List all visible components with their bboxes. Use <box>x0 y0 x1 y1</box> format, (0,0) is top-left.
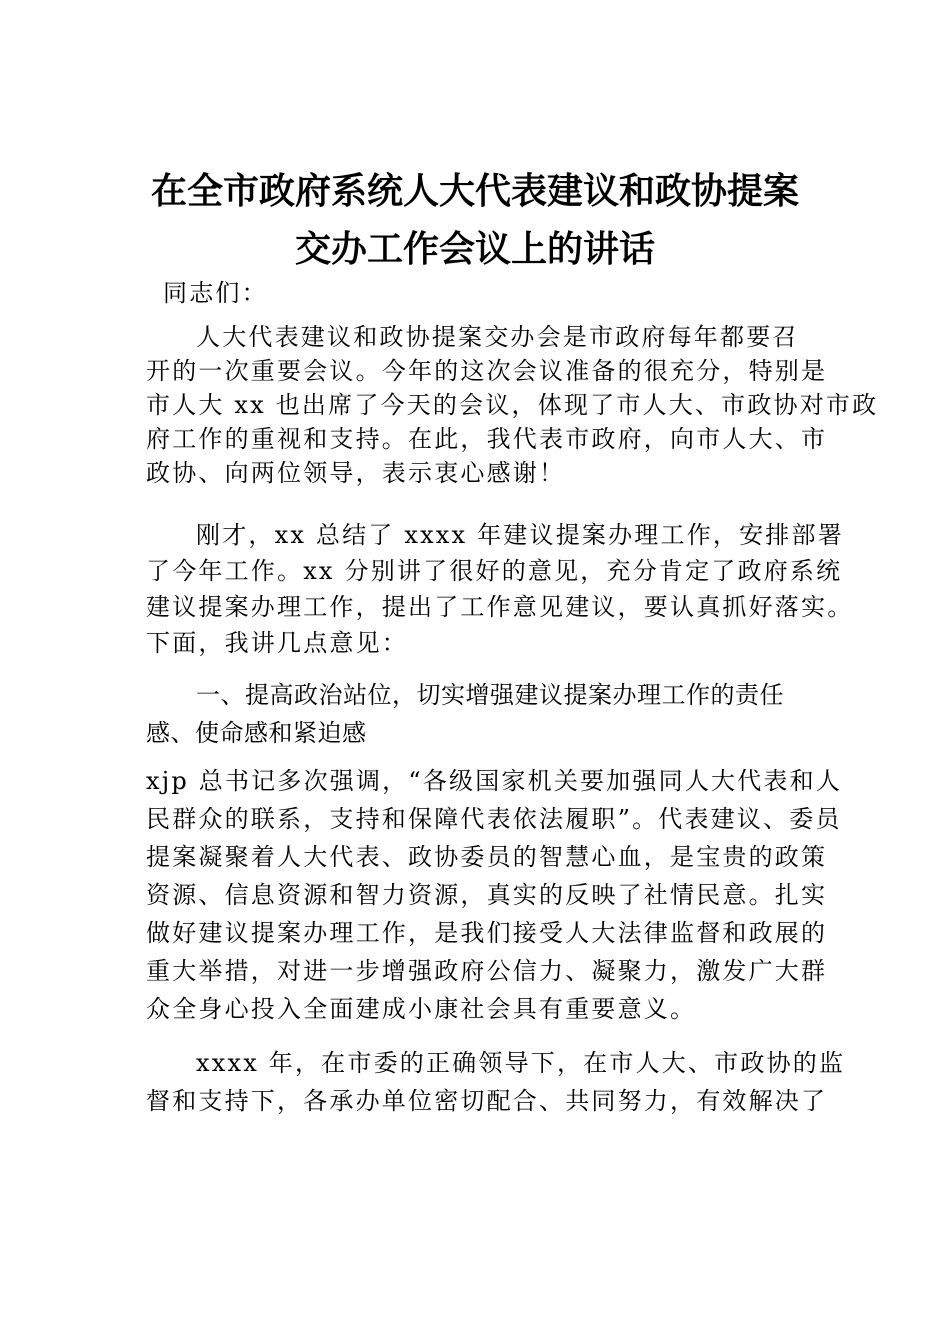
paragraph-line: 人大代表建议和政协提案交办会是市政府每年都要召 <box>196 323 799 351</box>
paragraph-line: 做好建议提案办理工作，是我们接受人大法律监督和政展的 <box>146 919 828 947</box>
title-line-2: 交办工作会议上的讲话 <box>294 229 655 270</box>
paragraph-line: 督和支持下，各承办单位密切配合、共同努力，有效解决了 <box>146 1087 828 1115</box>
paragraph-line: 刚才，xx 总结了 xxxx 年建议提案办理工作，安排部署 <box>196 521 844 549</box>
paragraph-line: xxxx 年，在市委的正确领导下，在市人大、市政协的监 <box>196 1049 846 1077</box>
paragraph-line: 政协、向两位领导，表示衷心感谢！ <box>146 459 566 487</box>
paragraph-line: 资源、信息资源和智力资源，真实的反映了社情民意。扎实 <box>146 881 828 909</box>
paragraph-line: 提案凝聚着人大代表、政协委员的智慧心血，是宝贵的政策 <box>146 843 828 871</box>
heading-line: 一、提高政治站位，切实增强建议提案办理工作的责任 <box>196 681 784 709</box>
paragraph-line: 下面，我讲几点意见： <box>146 629 408 657</box>
paragraph-line: 了今年工作。xx 分别讲了很好的意见，充分肯定了政府系统 <box>146 557 843 585</box>
salutation: 同志们： <box>163 279 268 307</box>
paragraph-line: 府工作的重视和支持。在此，我代表市政府，向市人大、市 <box>146 425 828 453</box>
paragraph-line: 市人大 xx 也出席了今天的会议，体现了市人大、市政协对市政 <box>146 391 879 419</box>
paragraph-line: 开的一次重要会议。今年的这次会议准备的很充分，特别是 <box>146 357 828 385</box>
paragraph-line: 众全身心投入全面建成小康社会具有重要意义。 <box>146 995 697 1023</box>
title-line-1: 在全市政府系统人大代表建议和政协提案 <box>150 171 799 212</box>
heading-line: 感、使命感和紧迫感 <box>146 719 367 747</box>
paragraph-line: xjp 总书记多次强调，“各级国家机关要加强同人大代表和人 <box>146 767 843 795</box>
paragraph-line: 建议提案办理工作，提出了工作意见建议，要认真抓好落实。 <box>146 593 854 621</box>
paragraph-line: 重大举措，对进一步增强政府公信力、凝聚力，激发广大群 <box>146 957 828 985</box>
paragraph-line: 民群众的联系，支持和保障代表依法履职”。代表建议、委员 <box>146 805 842 833</box>
